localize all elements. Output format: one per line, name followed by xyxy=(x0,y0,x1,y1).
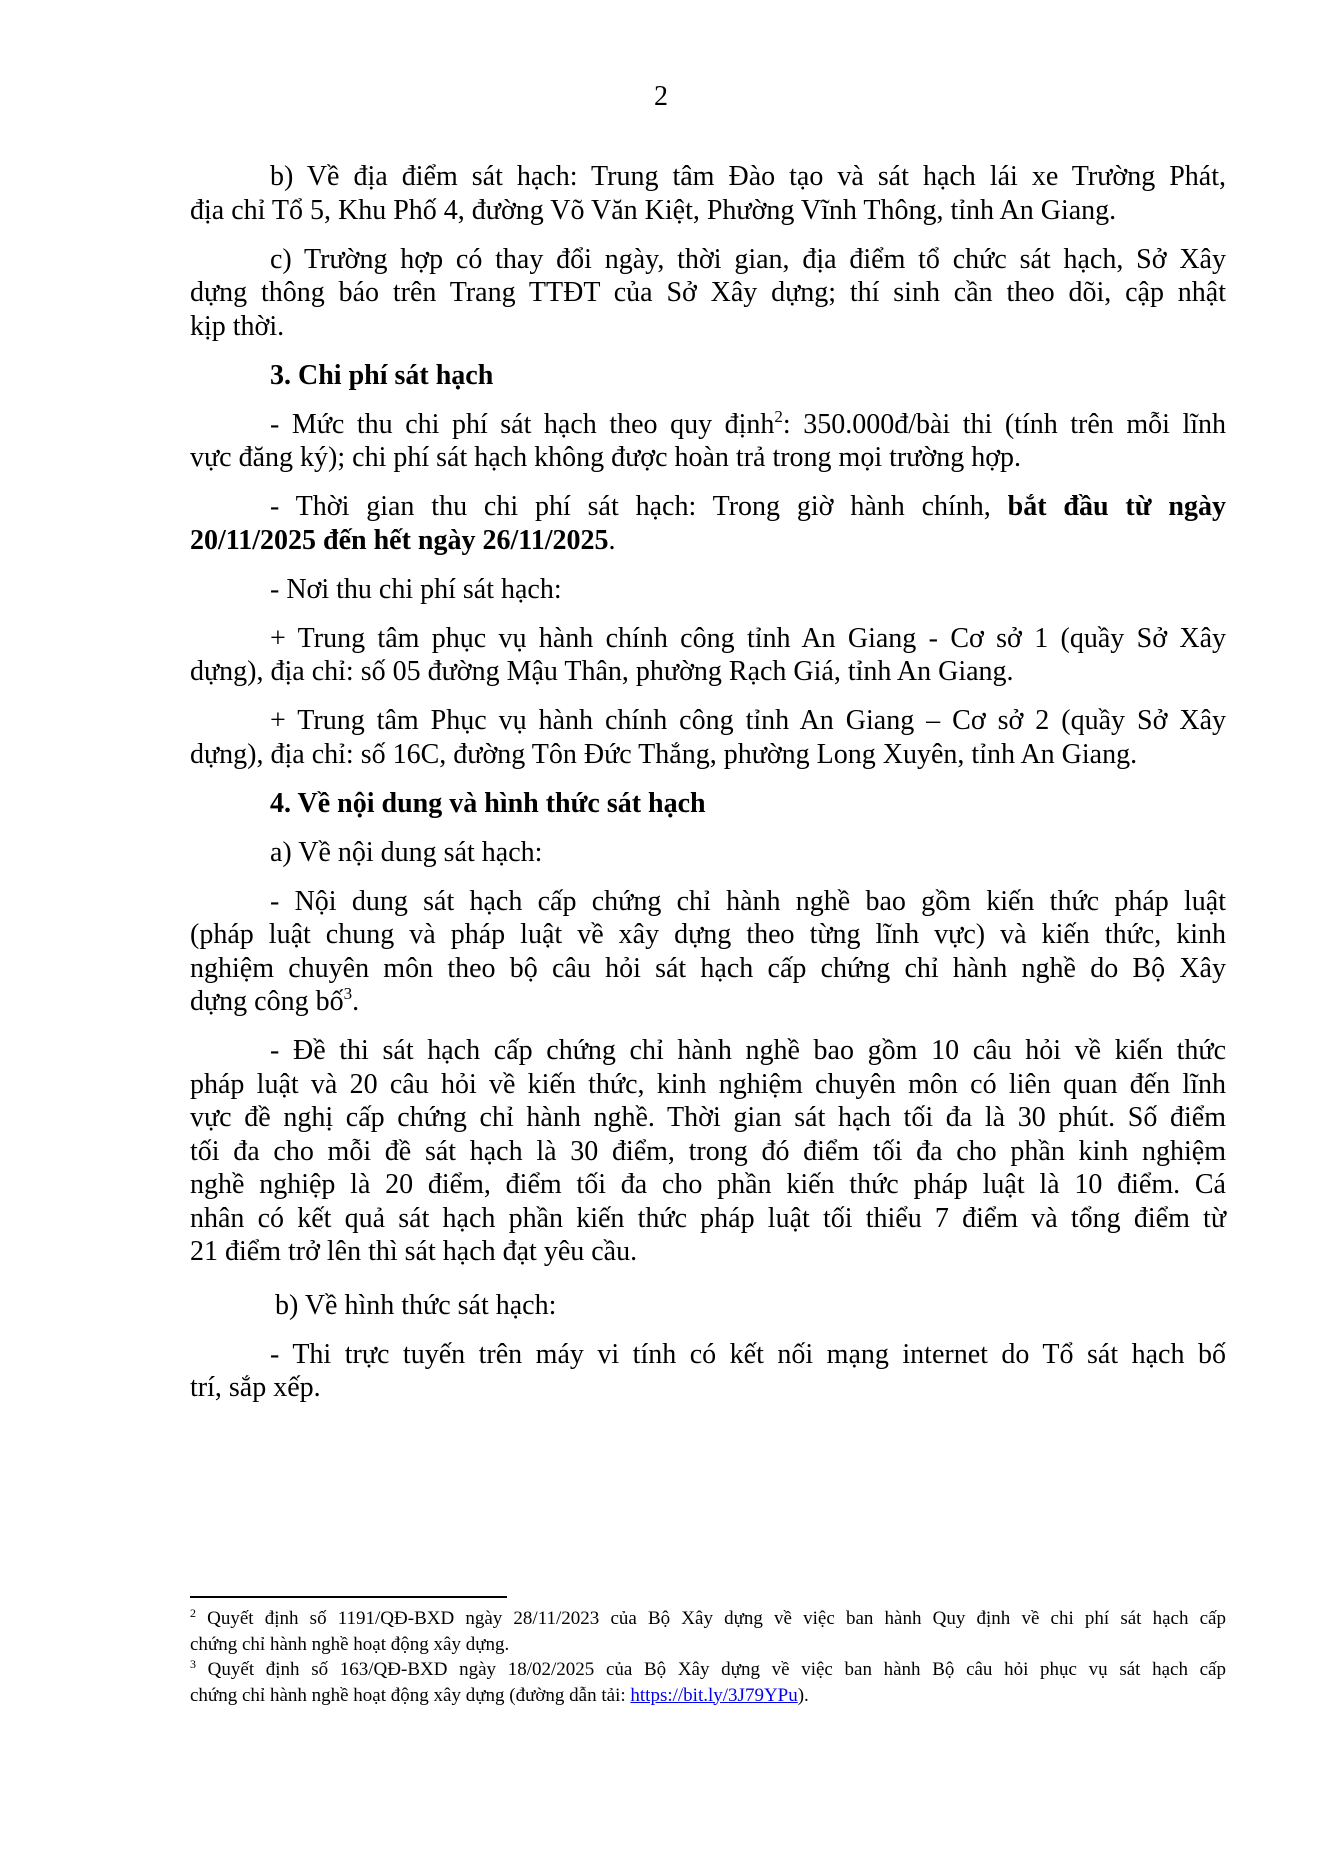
footnote-number: 2 xyxy=(190,1606,196,1620)
section-heading-4 xyxy=(190,787,1226,821)
footnote-line xyxy=(190,1657,1226,1683)
paragraph-exam-content xyxy=(190,885,1226,1019)
footnote-line xyxy=(190,1683,1226,1709)
paragraph-fee xyxy=(190,408,1226,475)
footnote-line: chứng chỉ hành nghề hoạt động xây dựng. xyxy=(190,1633,510,1655)
text-line: - Nơi thu chi phí sát hạch: xyxy=(270,573,562,605)
text-line: trí, sắp xếp. xyxy=(190,1372,321,1403)
text-span: - Mức thu chi phí sát hạch theo quy định xyxy=(270,408,775,440)
text-line: vực đăng ký); chi phí sát hạch không được hoàn trả trong mọi trường hợp. xyxy=(190,442,1022,473)
text-line: 21 điểm trở lên thì sát hạch đạt yêu cầu. xyxy=(190,1236,638,1267)
paragraph-place-1 xyxy=(190,622,1226,689)
paragraph-exam-location xyxy=(190,160,1226,227)
paragraph-exam-form xyxy=(190,1338,1226,1405)
footnote-3 xyxy=(190,1657,1226,1708)
text-line: nhân có kết quả sát hạch phần kiến thức pháp luật tối thiểu 7 điểm và tổng điểm từ xyxy=(190,1202,1226,1234)
text-line: b) Về địa điểm sát hạch: Trung tâm Đào tạo và sát hạch lái xe Trường Phát, xyxy=(270,161,1226,192)
bold-text: bắt đầu từ ngày xyxy=(1007,491,1226,522)
text-line: vực đề nghị cấp chứng chỉ hành nghề. Thời gian sát hạch tối đa là 30 phút. Số điểm xyxy=(190,1102,1226,1133)
text-line: tối đa cho mỗi đề sát hạch là 30 điểm, trong đó điểm tối đa cho phần kinh nghiệm xyxy=(190,1135,1226,1167)
text-span: ). xyxy=(797,1684,809,1706)
download-link[interactable]: https://bit.ly/3J79YPu xyxy=(630,1684,798,1706)
heading-text: 4. Về nội dung và hình thức sát hạch xyxy=(270,787,706,819)
text-line: + Trung tâm phục vụ hành chính công tỉnh An Giang - Cơ sở 1 (quầy Sở Xây xyxy=(270,622,1226,654)
footnote-ref-2[interactable]: 2 xyxy=(774,406,783,426)
text-line: dựng), địa chỉ: số 05 đường Mậu Thân, phường Rạch Giá, tỉnh An Giang. xyxy=(190,656,1014,687)
text-span: dựng công bố xyxy=(190,986,344,1017)
paragraph-fee-place xyxy=(190,573,1226,607)
text-line: c) Trường hợp có thay đổi ngày, thời gian, địa điểm tổ chức sát hạch, Sở Xây xyxy=(270,243,1226,275)
text-line: kịp thời. xyxy=(190,310,285,342)
text-line: - Nội dung sát hạch cấp chứng chỉ hành nghề bao gồm kiến thức pháp luật xyxy=(270,885,1226,917)
paragraph-schedule-change xyxy=(190,243,1226,344)
text-line: b) Về hình thức sát hạch: xyxy=(275,1289,557,1321)
footnote-line xyxy=(190,1606,1226,1632)
text-line: dựng), địa chỉ: số 16C, đường Tôn Đức Thắng, phường Long Xuyên, tỉnh An Giang. xyxy=(190,738,1138,770)
page-number: 2 xyxy=(654,81,668,112)
footnote-ref-3[interactable]: 3 xyxy=(343,984,353,1003)
text-line: pháp luật và 20 câu hỏi về kiến thức, kinh nghiệm chuyên môn có liên quan đến lĩnh xyxy=(190,1068,1226,1100)
text-line: + Trung tâm Phục vụ hành chính công tỉnh An Giang – Cơ sở 2 (quầy Sở Xây xyxy=(270,705,1226,736)
text-line: nghề nghiệp là 20 điểm, điểm tối đa cho phần kiến thức pháp luật là 10 điểm. Cá xyxy=(190,1169,1226,1200)
paragraph-place-2 xyxy=(190,704,1226,771)
footnote-separator xyxy=(190,1596,507,1598)
text-line: - Thi trực tuyến trên máy vi tính có kết nối mạng internet do Tổ sát hạch bố xyxy=(270,1338,1226,1370)
text-span: Quyết định số 163/QĐ-BXD ngày 18/02/2025 của Bộ Xây dựng về việc ban hành Bộ câu hỏi phục vụ sát hạch cấp xyxy=(207,1659,1226,1680)
section-heading-3 xyxy=(190,359,1226,393)
text-line: - Đề thi sát hạch cấp chứng chỉ hành nghề bao gồm 10 câu hỏi về kiến thức xyxy=(270,1035,1226,1066)
bold-text: 20/11/2025 đến hết ngày 26/11/2025 xyxy=(190,524,609,556)
text-span: Quyết định số 1191/QĐ-BXD ngày 28/11/2023 của Bộ Xây dựng về việc ban hành Quy định về chi phí sát hạch cấp xyxy=(207,1608,1226,1629)
text-line xyxy=(190,985,1226,1019)
text-line xyxy=(190,490,1226,524)
footnotes xyxy=(190,1606,1226,1708)
footnote-number: 3 xyxy=(190,1657,196,1671)
text-line: địa chỉ Tổ 5, Khu Phố 4, đường Võ Văn Kiệt, Phường Vĩnh Thông, tỉnh An Giang. xyxy=(190,194,1117,226)
text-span: - Thời gian thu chi phí sát hạch: Trong giờ hành chính, xyxy=(270,491,991,522)
text-line: nghiệm chuyên môn theo bộ câu hỏi sát hạch cấp chứng chỉ hành nghề do Bộ Xây xyxy=(190,952,1226,984)
text-line xyxy=(190,408,1226,442)
text-line xyxy=(190,524,1226,558)
heading-text: 3. Chi phí sát hạch xyxy=(270,359,494,391)
footnote-2 xyxy=(190,1606,1226,1657)
text-span: . xyxy=(352,986,360,1017)
text-line: (pháp luật chung và pháp luật về xây dựng theo từng lĩnh vực) và kiến thức, kinh xyxy=(190,919,1226,950)
text-line: dựng thông báo trên Trang TTĐT của Sở Xây dựng; thí sinh cần theo dõi, cập nhật xyxy=(190,277,1226,308)
paragraph-exam-structure xyxy=(190,1034,1226,1269)
subheading-form xyxy=(190,1289,1226,1323)
subheading-content xyxy=(190,836,1226,870)
text-span: : 350.000đ/bài thi (tính trên mỗi lĩnh xyxy=(782,408,1226,440)
text-span: chứng chỉ hành nghề hoạt động xây dựng (đường dẫn tải: xyxy=(190,1684,631,1706)
paragraph-fee-time xyxy=(190,490,1226,557)
text-line: a) Về nội dung sát hạch: xyxy=(270,836,543,868)
text-span: . xyxy=(608,524,616,556)
document-body xyxy=(190,160,1226,1420)
